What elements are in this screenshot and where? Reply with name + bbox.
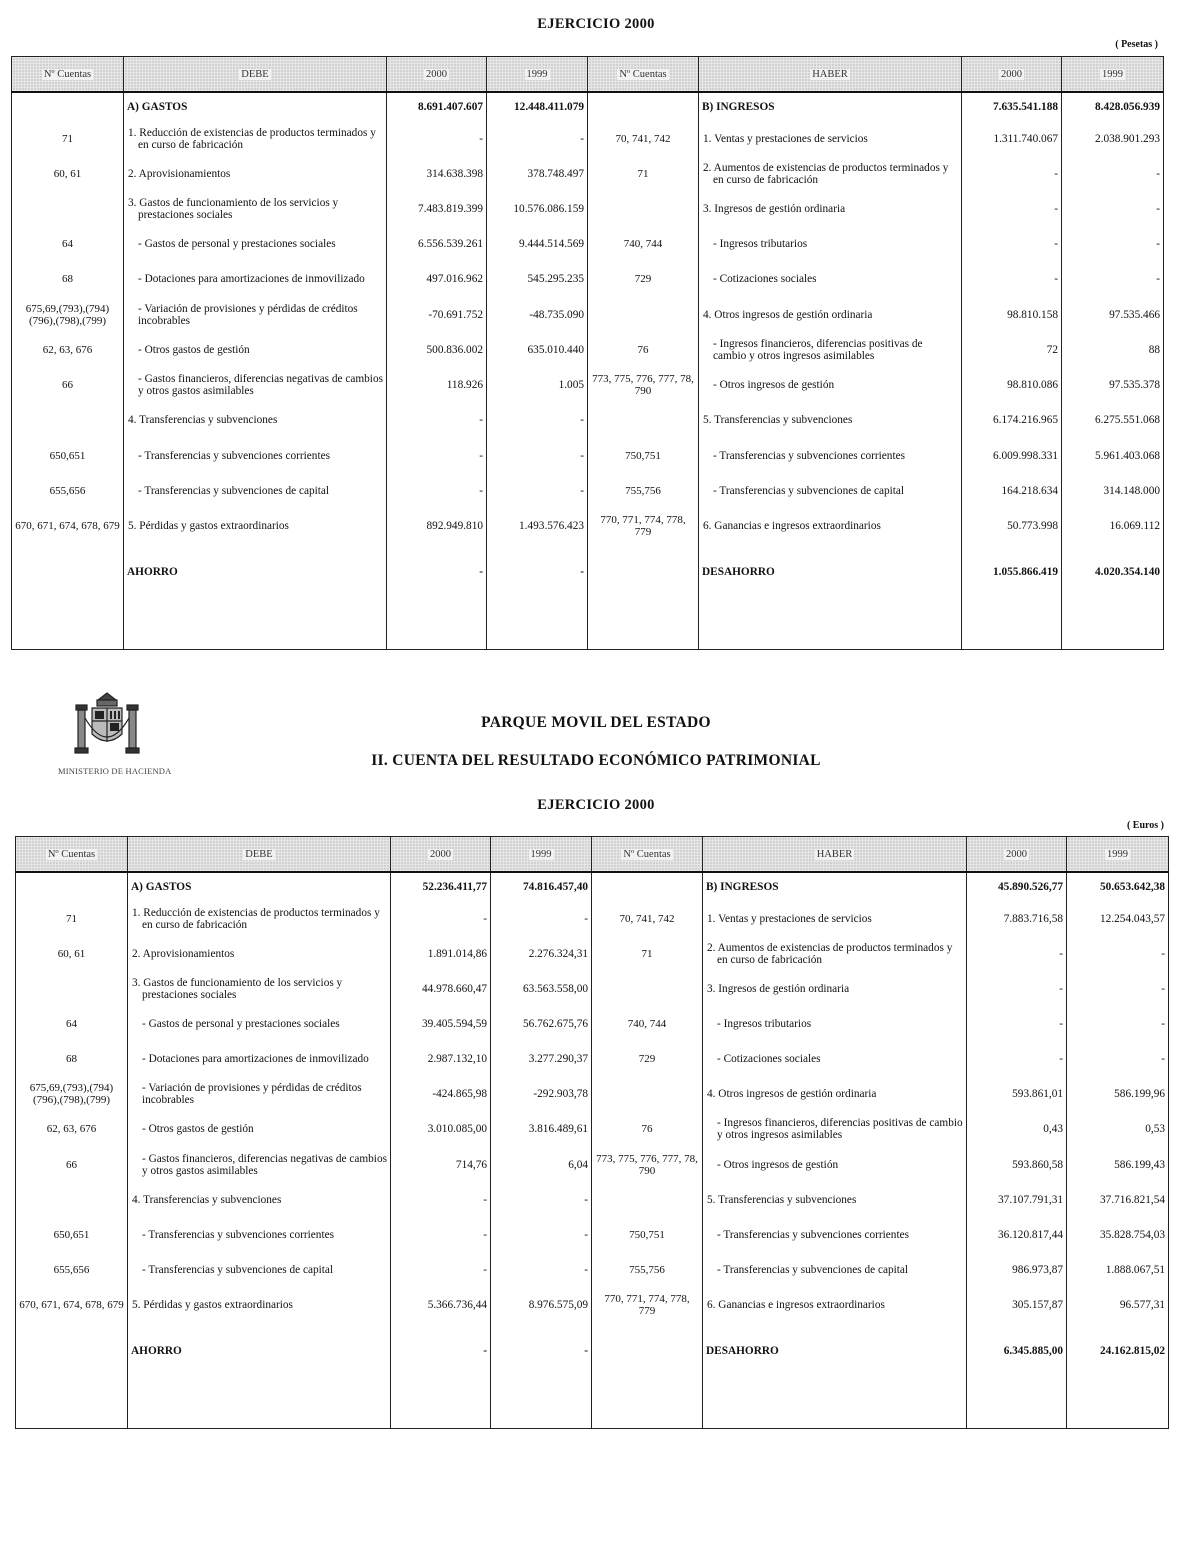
haber-amount-2000: 593.861,01 (967, 1077, 1067, 1112)
haber-amount-2000: 36.120.817,44 (967, 1217, 1067, 1252)
haber-amount-1999: 1.888.067,51 (1067, 1253, 1169, 1288)
haber-description: B) INGRESOS (699, 92, 962, 121)
debe-amount-2000: 314.638.398 (387, 156, 487, 191)
haber-account-code: 729 (592, 1042, 703, 1077)
haber-amount-1999: 586.199,43 (1067, 1147, 1169, 1182)
debe-amount-1999: -48.735.090 (487, 297, 588, 332)
debe-amount-2000: 6.556.539.261 (387, 227, 487, 262)
haber-account-code: 740, 744 (588, 227, 699, 262)
haber-account-code: 755,756 (592, 1253, 703, 1288)
account-code: 650,651 (12, 438, 124, 473)
account-code (12, 403, 124, 438)
haber-amount-2000: - (962, 191, 1062, 226)
haber-amount-2000: - (967, 1006, 1067, 1041)
debe-amount-2000: 497.016.962 (387, 262, 487, 297)
debe-amount-2000: - (391, 1182, 491, 1217)
haber-account-code (588, 544, 699, 650)
haber-account-code: 71 (588, 156, 699, 191)
haber-amount-2000: 305.157,87 (967, 1288, 1067, 1323)
debe-description: - Dotaciones para amortizaciones de inmovilizado (124, 262, 387, 297)
haber-amount-1999: - (1067, 936, 1169, 971)
debe-description: - Otros gastos de gestión (124, 332, 387, 367)
debe-amount-1999: 3.816.489,61 (491, 1112, 592, 1147)
col-header-2000: 2000 (391, 837, 491, 873)
haber-description: - Cotizaciones sociales (703, 1042, 967, 1077)
table-row (16, 1077, 1169, 1112)
debe-amount-1999: - (491, 1323, 592, 1429)
debe-amount-2000: 892.949.810 (387, 508, 487, 543)
haber-amount-2000: 45.890.526,77 (967, 872, 1067, 901)
haber-amount-1999: 24.162.815,02 (1067, 1323, 1169, 1429)
debe-description: 5. Pérdidas y gastos extraordinarios (128, 1288, 391, 1323)
debe-description: - Variación de provisiones y pérdidas de créditos incobrables (128, 1077, 391, 1112)
debe-amount-2000: - (391, 901, 491, 936)
debe-description: 1. Reducción de existencias de productos terminados y en curso de fabricación (124, 121, 387, 156)
debe-amount-2000: 2.987.132,10 (391, 1042, 491, 1077)
debe-amount-2000: - (387, 438, 487, 473)
account-code (16, 872, 128, 901)
debe-amount-2000: 7.483.819.399 (387, 191, 487, 226)
haber-amount-1999: 35.828.754,03 (1067, 1217, 1169, 1252)
haber-amount-1999: 0,53 (1067, 1112, 1169, 1147)
account-code (12, 191, 124, 226)
debe-amount-1999: 545.295.235 (487, 262, 588, 297)
account-code (12, 544, 124, 650)
haber-account-code: 729 (588, 262, 699, 297)
debe-description: 4. Transferencias y subvenciones (128, 1182, 391, 1217)
haber-amount-1999: 586.199,96 (1067, 1077, 1169, 1112)
debe-amount-1999: 6,04 (491, 1147, 592, 1182)
table-row (16, 1042, 1169, 1077)
table-row (16, 872, 1169, 901)
haber-account-code (588, 297, 699, 332)
debe-amount-1999: - (487, 438, 588, 473)
units-label-euros: ( Euros ) (1126, 820, 1164, 831)
debe-amount-2000: - (391, 1217, 491, 1252)
haber-amount-1999: 5.961.403.068 (1062, 438, 1164, 473)
debe-amount-1999: 8.976.575,09 (491, 1288, 592, 1323)
account-code: 64 (12, 227, 124, 262)
haber-amount-2000: 50.773.998 (962, 508, 1062, 543)
haber-account-code: 70, 741, 742 (588, 121, 699, 156)
haber-account-code: 770, 771, 774, 778, 779 (588, 508, 699, 543)
haber-amount-2000: 6.009.998.331 (962, 438, 1062, 473)
debe-amount-1999: 10.576.086.159 (487, 191, 588, 226)
haber-description: 5. Transferencias y subvenciones (703, 1182, 967, 1217)
haber-amount-1999: 88 (1062, 332, 1164, 367)
col-header-cuentas-haber: Nº Cuentas (592, 837, 703, 873)
col-header-haber: HABER (699, 57, 962, 93)
account-code: 60, 61 (16, 936, 128, 971)
account-code (12, 92, 124, 121)
haber-amount-1999: - (1062, 156, 1164, 191)
account-code: 675,69,(793),(794) (796),(798),(799) (16, 1077, 128, 1112)
haber-amount-2000: - (967, 1042, 1067, 1077)
haber-description: 1. Ventas y prestaciones de servicios (699, 121, 962, 156)
haber-description: - Ingresos tributarios (699, 227, 962, 262)
debe-amount-1999: - (487, 121, 588, 156)
haber-amount-1999: 16.069.112 (1062, 508, 1164, 543)
account-code: 60, 61 (12, 156, 124, 191)
debe-amount-1999: 1.005 (487, 368, 588, 403)
table-row (16, 901, 1169, 936)
haber-amount-2000: 7.635.541.188 (962, 92, 1062, 121)
debe-description: - Gastos de personal y prestaciones sociales (124, 227, 387, 262)
haber-account-code (588, 191, 699, 226)
debe-description: 4. Transferencias y subvenciones (124, 403, 387, 438)
debe-amount-2000: - (391, 1253, 491, 1288)
haber-account-code (588, 403, 699, 438)
haber-description: 1. Ventas y prestaciones de servicios (703, 901, 967, 936)
haber-amount-2000: - (967, 971, 1067, 1006)
account-code (16, 971, 128, 1006)
haber-account-code (592, 1182, 703, 1217)
debe-amount-2000: 500.836.002 (387, 332, 487, 367)
col-header-debe: DEBE (128, 837, 391, 873)
col-header-cuentas: Nº Cuentas (16, 837, 128, 873)
table-row (16, 971, 1169, 1006)
haber-account-code (592, 1323, 703, 1429)
debe-amount-1999: 635.010.440 (487, 332, 588, 367)
ejercicio-heading-pesetas: EJERCICIO 2000 (537, 16, 655, 32)
haber-account-code: 770, 771, 774, 778, 779 (592, 1288, 703, 1323)
col-header-2000-haber: 2000 (962, 57, 1062, 93)
haber-amount-1999: - (1062, 191, 1164, 226)
debe-amount-1999: 56.762.675,76 (491, 1006, 592, 1041)
debe-description: 1. Reducción de existencias de productos terminados y en curso de fabricación (128, 901, 391, 936)
debe-amount-1999: - (491, 1217, 592, 1252)
table-row (16, 1112, 1169, 1147)
ministry-label: MINISTERIO DE HACIENDA (58, 766, 172, 776)
table-row (16, 1006, 1169, 1041)
debe-amount-1999: - (487, 544, 588, 650)
haber-description: - Transferencias y subvenciones corrientes (703, 1217, 967, 1252)
debe-amount-1999: - (491, 1182, 592, 1217)
debe-amount-1999: 2.276.324,31 (491, 936, 592, 971)
table-row (16, 936, 1169, 971)
account-code: 64 (16, 1006, 128, 1041)
debe-description: 3. Gastos de funcionamiento de los servicios y prestaciones sociales (128, 971, 391, 1006)
debe-amount-2000: 118.926 (387, 368, 487, 403)
haber-amount-1999: 37.716.821,54 (1067, 1182, 1169, 1217)
haber-description: DESAHORRO (699, 544, 962, 650)
debe-amount-1999: 12.448.411.079 (487, 92, 588, 121)
haber-description: DESAHORRO (703, 1323, 967, 1429)
account-code: 655,656 (12, 473, 124, 508)
haber-description: - Transferencias y subvenciones corrientes (699, 438, 962, 473)
debe-description: - Transferencias y subvenciones de capital (128, 1253, 391, 1288)
table-header-row (16, 837, 1169, 873)
haber-amount-2000: 98.810.086 (962, 368, 1062, 403)
haber-amount-2000: 986.973,87 (967, 1253, 1067, 1288)
debe-description: AHORRO (124, 544, 387, 650)
table-row (12, 297, 1164, 332)
table-row (12, 473, 1164, 508)
haber-amount-1999: 6.275.551.068 (1062, 403, 1164, 438)
haber-description: 3. Ingresos de gestión ordinaria (703, 971, 967, 1006)
debe-description: 3. Gastos de funcionamiento de los servicios y prestaciones sociales (124, 191, 387, 226)
table-row (16, 1253, 1169, 1288)
haber-account-code: 70, 741, 742 (592, 901, 703, 936)
debe-amount-1999: 3.277.290,37 (491, 1042, 592, 1077)
report-title: II. CUENTA DEL RESULTADO ECONÓMICO PATRIMONIAL (371, 752, 821, 769)
debe-amount-2000: 5.366.736,44 (391, 1288, 491, 1323)
account-code (16, 1323, 128, 1429)
haber-amount-2000: 0,43 (967, 1112, 1067, 1147)
haber-amount-2000: 6.345.885,00 (967, 1323, 1067, 1429)
debe-amount-2000: - (387, 121, 487, 156)
debe-amount-2000: 44.978.660,47 (391, 971, 491, 1006)
col-header-1999: 1999 (491, 837, 592, 873)
debe-description: A) GASTOS (128, 872, 391, 901)
haber-amount-2000: 6.174.216.965 (962, 403, 1062, 438)
account-code: 71 (12, 121, 124, 156)
haber-amount-1999: - (1067, 1042, 1169, 1077)
debe-amount-2000: 1.891.014,86 (391, 936, 491, 971)
table-row (16, 1147, 1169, 1182)
haber-account-code: 755,756 (588, 473, 699, 508)
account-code: 68 (12, 262, 124, 297)
table-row (12, 508, 1164, 543)
col-header-cuentas-haber: Nº Cuentas (588, 57, 699, 93)
haber-amount-1999: 4.020.354.140 (1062, 544, 1164, 650)
haber-amount-1999: 2.038.901.293 (1062, 121, 1164, 156)
haber-description: - Cotizaciones sociales (699, 262, 962, 297)
account-code: 655,656 (16, 1253, 128, 1288)
haber-description: 5. Transferencias y subvenciones (699, 403, 962, 438)
col-header-cuentas: Nº Cuentas (12, 57, 124, 93)
table-row (12, 368, 1164, 403)
table-row (16, 1288, 1169, 1323)
result-table-pesetas (11, 56, 1164, 650)
haber-description: - Otros ingresos de gestión (703, 1147, 967, 1182)
haber-amount-2000: 1.055.866.419 (962, 544, 1062, 650)
haber-account-code: 71 (592, 936, 703, 971)
debe-amount-2000: 52.236.411,77 (391, 872, 491, 901)
units-label-pesetas: ( Pesetas ) (1115, 39, 1158, 50)
haber-amount-1999: 8.428.056.939 (1062, 92, 1164, 121)
col-header-1999: 1999 (487, 57, 588, 93)
debe-amount-1999: -292.903,78 (491, 1077, 592, 1112)
haber-amount-1999: - (1062, 227, 1164, 262)
table-row (12, 438, 1164, 473)
haber-amount-1999: - (1067, 1006, 1169, 1041)
table-row (12, 403, 1164, 438)
debe-amount-1999: 378.748.497 (487, 156, 588, 191)
debe-description: 5. Pérdidas y gastos extraordinarios (124, 508, 387, 543)
haber-account-code: 750,751 (588, 438, 699, 473)
haber-amount-2000: 1.311.740.067 (962, 121, 1062, 156)
account-code: 66 (12, 368, 124, 403)
debe-amount-2000: - (387, 473, 487, 508)
ejercicio-heading-euros: EJERCICIO 2000 (537, 797, 655, 813)
haber-amount-2000: 7.883.716,58 (967, 901, 1067, 936)
haber-description: - Transferencias y subvenciones de capital (699, 473, 962, 508)
debe-amount-2000: - (391, 1323, 491, 1429)
table-row (12, 262, 1164, 297)
org-name: PARQUE MOVIL DEL ESTADO (481, 714, 711, 731)
debe-amount-1999: - (491, 901, 592, 936)
debe-amount-1999: 9.444.514.569 (487, 227, 588, 262)
account-code: 675,69,(793),(794) (796),(798),(799) (12, 297, 124, 332)
haber-description: 3. Ingresos de gestión ordinaria (699, 191, 962, 226)
haber-description: B) INGRESOS (703, 872, 967, 901)
debe-description: 2. Aprovisionamientos (128, 936, 391, 971)
col-header-debe: DEBE (124, 57, 387, 93)
haber-account-code: 773, 775, 776, 777, 78, 790 (592, 1147, 703, 1182)
haber-account-code: 773, 775, 776, 777, 78, 790 (588, 368, 699, 403)
haber-account-code (592, 1077, 703, 1112)
debe-description: AHORRO (128, 1323, 391, 1429)
account-code: 670, 671, 674, 678, 679 (16, 1288, 128, 1323)
haber-amount-2000: 98.810.158 (962, 297, 1062, 332)
col-header-2000: 2000 (387, 57, 487, 93)
debe-description: 2. Aprovisionamientos (124, 156, 387, 191)
debe-amount-2000: - (387, 544, 487, 650)
haber-amount-2000: - (962, 227, 1062, 262)
debe-amount-2000: -424.865,98 (391, 1077, 491, 1112)
haber-description: 2. Aumentos de existencias de productos terminados y en curso de fabricación (703, 936, 967, 971)
haber-account-code: 76 (588, 332, 699, 367)
haber-amount-1999: 97.535.466 (1062, 297, 1164, 332)
table-row (12, 227, 1164, 262)
account-code: 71 (16, 901, 128, 936)
haber-account-code (592, 971, 703, 1006)
table-row (12, 191, 1164, 226)
account-code: 68 (16, 1042, 128, 1077)
table-row (12, 544, 1164, 650)
account-code (16, 1182, 128, 1217)
haber-amount-2000: 72 (962, 332, 1062, 367)
debe-description: - Variación de provisiones y pérdidas de créditos incobrables (124, 297, 387, 332)
col-header-2000-haber: 2000 (967, 837, 1067, 873)
table-row (12, 332, 1164, 367)
haber-amount-1999: - (1062, 262, 1164, 297)
haber-account-code: 76 (592, 1112, 703, 1147)
debe-description: - Transferencias y subvenciones corrientes (124, 438, 387, 473)
table-row (16, 1323, 1169, 1429)
haber-description: - Otros ingresos de gestión (699, 368, 962, 403)
haber-description: 2. Aumentos de existencias de productos terminados y en curso de fabricación (699, 156, 962, 191)
haber-account-code (592, 872, 703, 901)
table-row (12, 156, 1164, 191)
haber-amount-1999: 12.254.043,57 (1067, 901, 1169, 936)
debe-description: - Gastos de personal y prestaciones sociales (128, 1006, 391, 1041)
haber-description: 4. Otros ingresos de gestión ordinaria (699, 297, 962, 332)
debe-description: A) GASTOS (124, 92, 387, 121)
debe-amount-1999: - (491, 1253, 592, 1288)
debe-description: - Gastos financieros, diferencias negativas de cambios y otros gastos asimilables (124, 368, 387, 403)
haber-amount-1999: 97.535.378 (1062, 368, 1164, 403)
haber-amount-2000: 164.218.634 (962, 473, 1062, 508)
haber-amount-2000: - (962, 262, 1062, 297)
col-header-1999-haber: 1999 (1067, 837, 1169, 873)
haber-amount-1999: - (1067, 971, 1169, 1006)
debe-amount-2000: 8.691.407.607 (387, 92, 487, 121)
haber-description: 4. Otros ingresos de gestión ordinaria (703, 1077, 967, 1112)
debe-amount-2000: 714,76 (391, 1147, 491, 1182)
debe-amount-1999: - (487, 473, 588, 508)
table-row (12, 121, 1164, 156)
account-code: 62, 63, 676 (12, 332, 124, 367)
haber-description: - Ingresos financieros, diferencias positivas de cambio y otros ingresos asimilables (703, 1112, 967, 1147)
haber-amount-2000: - (967, 936, 1067, 971)
result-table-euros (15, 836, 1169, 1429)
debe-amount-2000: - (387, 403, 487, 438)
debe-description: - Dotaciones para amortizaciones de inmovilizado (128, 1042, 391, 1077)
table-header-row (12, 57, 1164, 93)
account-code: 670, 671, 674, 678, 679 (12, 508, 124, 543)
debe-description: - Transferencias y subvenciones de capital (124, 473, 387, 508)
table-row (12, 92, 1164, 121)
haber-description: - Ingresos financieros, diferencias positivas de cambio y otros ingresos asimilables (699, 332, 962, 367)
haber-account-code: 750,751 (592, 1217, 703, 1252)
debe-description: - Transferencias y subvenciones corrientes (128, 1217, 391, 1252)
haber-description: - Ingresos tributarios (703, 1006, 967, 1041)
col-header-1999-haber: 1999 (1062, 57, 1164, 93)
debe-amount-1999: 1.493.576.423 (487, 508, 588, 543)
haber-description: 6. Ganancias e ingresos extraordinarios (699, 508, 962, 543)
haber-description: - Transferencias y subvenciones de capital (703, 1253, 967, 1288)
debe-description: - Gastos financieros, diferencias negativas de cambios y otros gastos asimilables (128, 1147, 391, 1182)
col-header-haber: HABER (703, 837, 967, 873)
haber-amount-1999: 314.148.000 (1062, 473, 1164, 508)
haber-amount-2000: 37.107.791,31 (967, 1182, 1067, 1217)
haber-account-code (588, 92, 699, 121)
table-row (16, 1217, 1169, 1252)
debe-amount-1999: - (487, 403, 588, 438)
haber-amount-2000: - (962, 156, 1062, 191)
debe-amount-2000: -70.691.752 (387, 297, 487, 332)
debe-amount-2000: 3.010.085,00 (391, 1112, 491, 1147)
table-row (16, 1182, 1169, 1217)
haber-amount-1999: 50.653.642,38 (1067, 872, 1169, 901)
debe-amount-1999: 74.816.457,40 (491, 872, 592, 901)
account-code: 650,651 (16, 1217, 128, 1252)
haber-amount-1999: 96.577,31 (1067, 1288, 1169, 1323)
haber-description: 6. Ganancias e ingresos extraordinarios (703, 1288, 967, 1323)
debe-amount-1999: 63.563.558,00 (491, 971, 592, 1006)
haber-amount-2000: 593.860,58 (967, 1147, 1067, 1182)
account-code: 62, 63, 676 (16, 1112, 128, 1147)
debe-amount-2000: 39.405.594,59 (391, 1006, 491, 1041)
account-code: 66 (16, 1147, 128, 1182)
haber-account-code: 740, 744 (592, 1006, 703, 1041)
debe-description: - Otros gastos de gestión (128, 1112, 391, 1147)
